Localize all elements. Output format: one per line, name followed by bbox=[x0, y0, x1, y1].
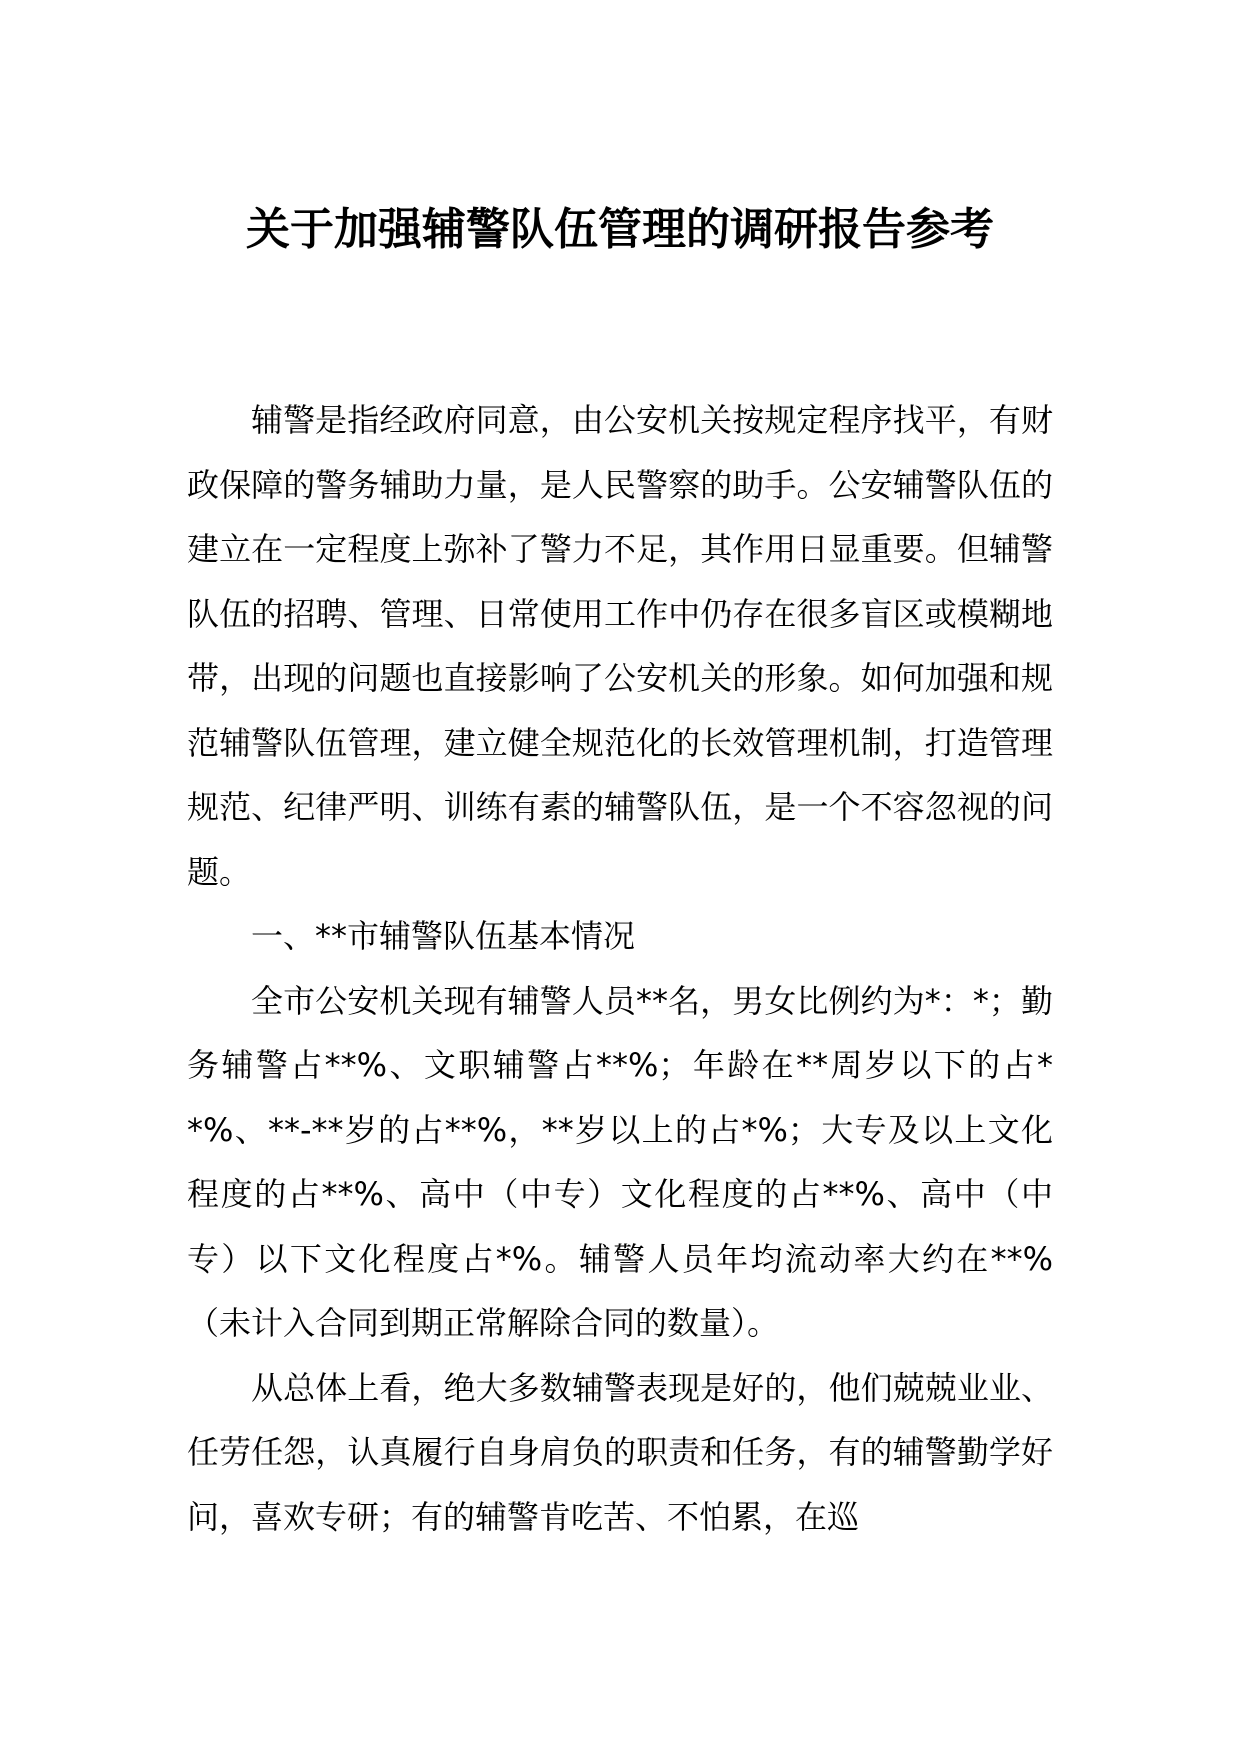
paragraph-statistics: 全市公安机关现有辅警人员**名，男女比例约为*：*；勤务辅警占**%、文职辅警占**%；年龄在**周岁以下的占**%、**-**岁的占**%，**岁以上的占*%；大专及以上文化程度的占**%、高中（中专）文化程度的占**%、高中（中专）以下文化程度占*%。辅警人员年均流动率大约在**%（未计入合同到期正常解除合同的数量）。 bbox=[187, 981, 1053, 1342]
document-body bbox=[187, 388, 1053, 1549]
section-heading-1: 一、**市辅警队伍基本情况 bbox=[251, 917, 636, 955]
document-title: 关于加强辅警队伍管理的调研报告参考 bbox=[246, 204, 994, 255]
paragraph-overview: 从总体上看，绝大多数辅警表现是好的，他们兢兢业业、任劳任怨，认真履行自身肩负的职责和任务，有的辅警勤学好问，喜欢专研；有的辅警肯吃苦、不怕累，在巡 bbox=[187, 1368, 1053, 1536]
paragraph-intro: 辅警是指经政府同意，由公安机关按规定程序找平，有财政保障的警务辅助力量，是人民警察的助手。公安辅警队伍的建立在一定程度上弥补了警力不足，其作用日显重要。但辅警队伍的招聘、管理、日常使用工作中仍存在很多盲区或模糊地带，出现的问题也直接影响了公安机关的形象。如何加强和规范辅警队伍管理，建立健全规范化的长效管理机制，打造管理规范、纪律严明、训练有素的辅警队伍，是一个不容忽视的问题。 bbox=[187, 401, 1053, 891]
